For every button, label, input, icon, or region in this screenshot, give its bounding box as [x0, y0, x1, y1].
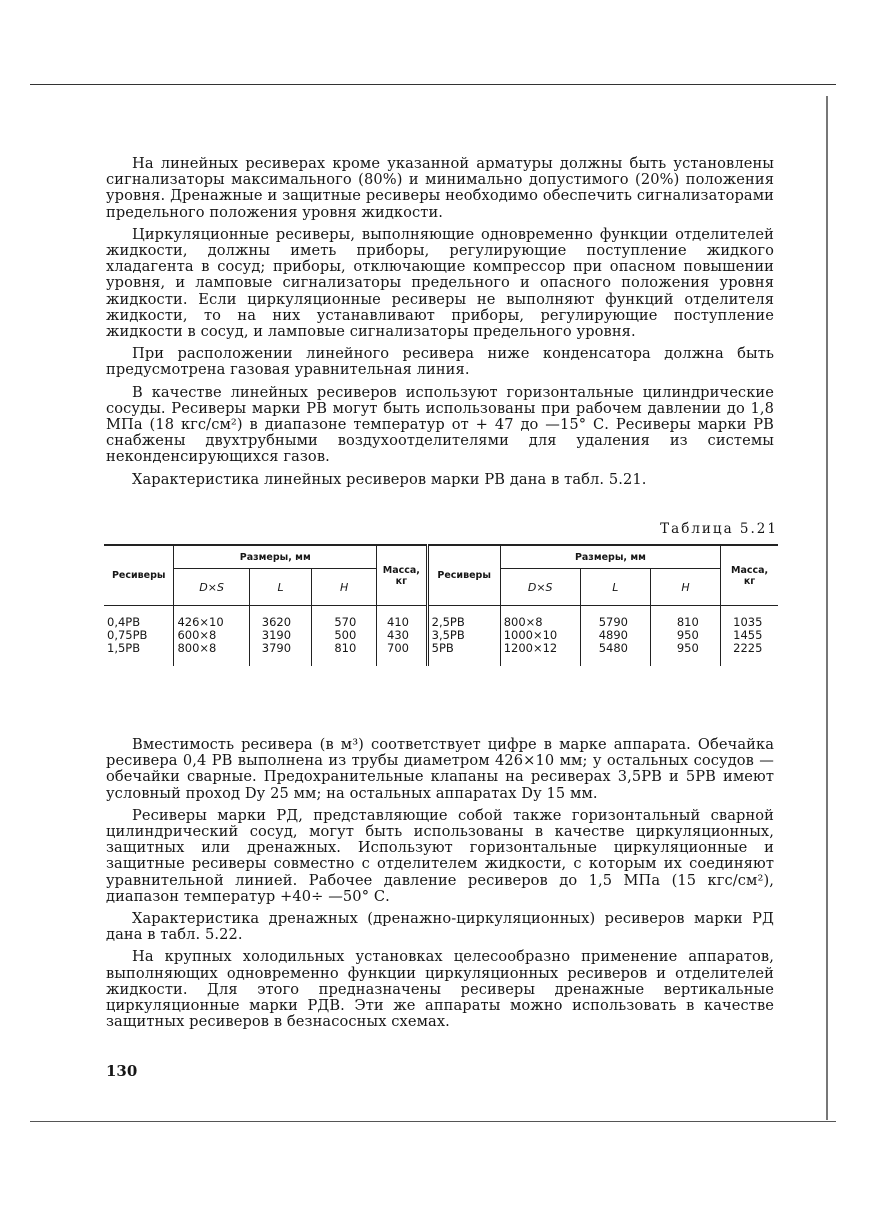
paragraph: Характеристика дренажных (дренажно-циркуляционных) ресиверов марки РД дана в табл. 5.22.	[106, 910, 774, 944]
paragraph: На линейных ресиверах кроме указанной арматуры должны быть установлены сигнализаторы максимального (80%) и минимально допустимого (20%) положения уровня. Дренажные и защитные ресиверы необходимо обеспечить сигнализаторами предельного положения уровня жидкости.	[106, 155, 774, 221]
l-values	[580, 606, 650, 666]
paragraph: На крупных холодильных установках целесообразно применение аппаратов, выполняющих одновременно функции циркуляционных ресиверов и отделителей жидкости. Для этого предназначены ресиверы дренажные вертикальные циркуляционные марки РДВ. Эти же аппараты можно использовать в качестве защитных ресиверов в безнасосных схемах.	[106, 948, 774, 1031]
header-dimensions: Размеры, мм	[500, 545, 720, 569]
table-cell: 1200×12	[503, 641, 558, 656]
header-receivers: Ресиверы	[104, 545, 174, 606]
receivers-table	[104, 544, 778, 666]
header-mass: Масса, кг	[377, 545, 428, 606]
paragraph: Характеристика линейных ресиверов марки РВ дана в табл. 5.21.	[132, 470, 647, 488]
table-cell: 426×10	[177, 615, 224, 629]
text-block-top	[106, 156, 774, 488]
table-cell: 950	[676, 641, 699, 656]
h-values	[312, 606, 377, 666]
header-l: L	[249, 569, 312, 606]
mass-values	[721, 606, 778, 666]
table-cell: 0,75РВ	[107, 628, 148, 643]
header-receivers: Ресиверы	[427, 545, 500, 606]
table-cell: 4890	[598, 628, 628, 643]
table-cell: 810	[334, 641, 357, 656]
paragraph: Вместимость ресивера (в м³) соответствует цифре в марке аппарата. Обечайка ресивера 0,4 РВ выполнена из трубы диаметром 426×10 мм; у остальных сосудов — обечайки сварные. Предохранительные клапаны на ресиверах 3,5РВ и 5РВ имеют условный проход Dу 25 мм; на остальных аппаратах Dу 15 мм.	[106, 736, 774, 802]
top-rule	[30, 84, 836, 85]
header-mass: Масса, кг	[721, 545, 778, 606]
page-edge	[826, 96, 828, 1120]
table-caption: Таблица 5.21	[660, 521, 778, 537]
page-number: 130	[106, 1062, 138, 1080]
table-cell: 500	[334, 628, 357, 643]
bottom-rule	[30, 1121, 836, 1122]
header-dimensions: Размеры, мм	[174, 545, 377, 569]
table-cell: 1455	[733, 628, 763, 643]
mass-values	[377, 606, 428, 666]
table-cell: 700	[387, 641, 409, 656]
table-cell: 810	[676, 615, 699, 629]
receiver-names	[427, 606, 500, 666]
table-cell: 5790	[598, 615, 628, 629]
header-h: H	[650, 569, 720, 606]
table-cell: 950	[676, 628, 699, 643]
table-cell: 1,5РВ	[107, 641, 141, 656]
paragraph: При расположении линейного ресивера ниже конденсатора должна быть предусмотрена газовая уравнительная линия.	[106, 345, 774, 379]
header-h: H	[312, 569, 377, 606]
paragraph: Циркуляционные ресиверы, выполняющие одновременно функции отделителей жидкости, должны иметь приборы, регулирующие поступление жидкого хладагента в сосуд; приборы, отключающие компрессор при опасном повышении уровня, и ламповые сигнализаторы предельного и опасного положения уровня жидкости. Если циркуляционные ресиверы не выполняют функций отделителя жидкости, то на них устанавливают приборы, регулирующие поступление жидкости в сосуд, и ламповые сигнализаторы предельного уровня.	[106, 225, 774, 341]
table-cell: 2,5РВ	[431, 615, 465, 629]
text-block-bottom	[106, 737, 774, 1030]
table-cell: 600×8	[177, 628, 217, 643]
table-cell: 800×8	[177, 641, 217, 656]
header-dxs: D×S	[500, 569, 580, 606]
table-cell: 0,4РВ	[107, 615, 141, 629]
table-cell: 570	[334, 615, 357, 629]
table-cell: 5480	[598, 641, 628, 656]
table-cell: 410	[387, 615, 409, 629]
header-dxs: D×S	[174, 569, 249, 606]
table-cell: 2225	[733, 641, 763, 656]
dxs-values	[174, 606, 249, 666]
header-l: L	[580, 569, 650, 606]
table-cell: 800×8	[503, 615, 543, 629]
paragraph: Ресиверы марки РД, представляющие собой также горизонтальный сварной цилиндрический сосуд, могут быть использованы в качестве циркуляционных, защитных или дренажных. Используют горизонтальные циркуляционные и защитные ресиверы совместно с отделителем жидкости, с которым их соединяют уравнительной линией. Рабочее давление ресиверов до 1,5 МПа (15 кгс/см²), диапазон температур +40÷ —50° С.	[106, 806, 774, 905]
paragraph: В качестве линейных ресиверов используют горизонтальные цилиндрические сосуды. Ресиверы марки РВ могут быть использованы при рабочем давлении до 1,8 МПа (18 кгс/см²) в диапазоне температур от + 47 до —15° С. Ресиверы марки РВ снабжены двухтрубными воздухоотделителями для удаления из системы неконденсирующихся газов.	[106, 383, 774, 466]
table-cell: 3620	[261, 615, 292, 629]
table-cell: 1035	[733, 615, 763, 629]
table-cell: 1000×10	[503, 628, 558, 643]
h-values	[650, 606, 720, 666]
table-cell: 3790	[261, 641, 292, 656]
table-cell: 5РВ	[431, 641, 454, 656]
receiver-names	[104, 606, 174, 666]
l-values	[249, 606, 312, 666]
table-cell: 3,5РВ	[431, 628, 465, 643]
table-cell: 430	[387, 628, 409, 643]
table-cell: 3190	[261, 628, 292, 643]
dxs-values	[500, 606, 580, 666]
